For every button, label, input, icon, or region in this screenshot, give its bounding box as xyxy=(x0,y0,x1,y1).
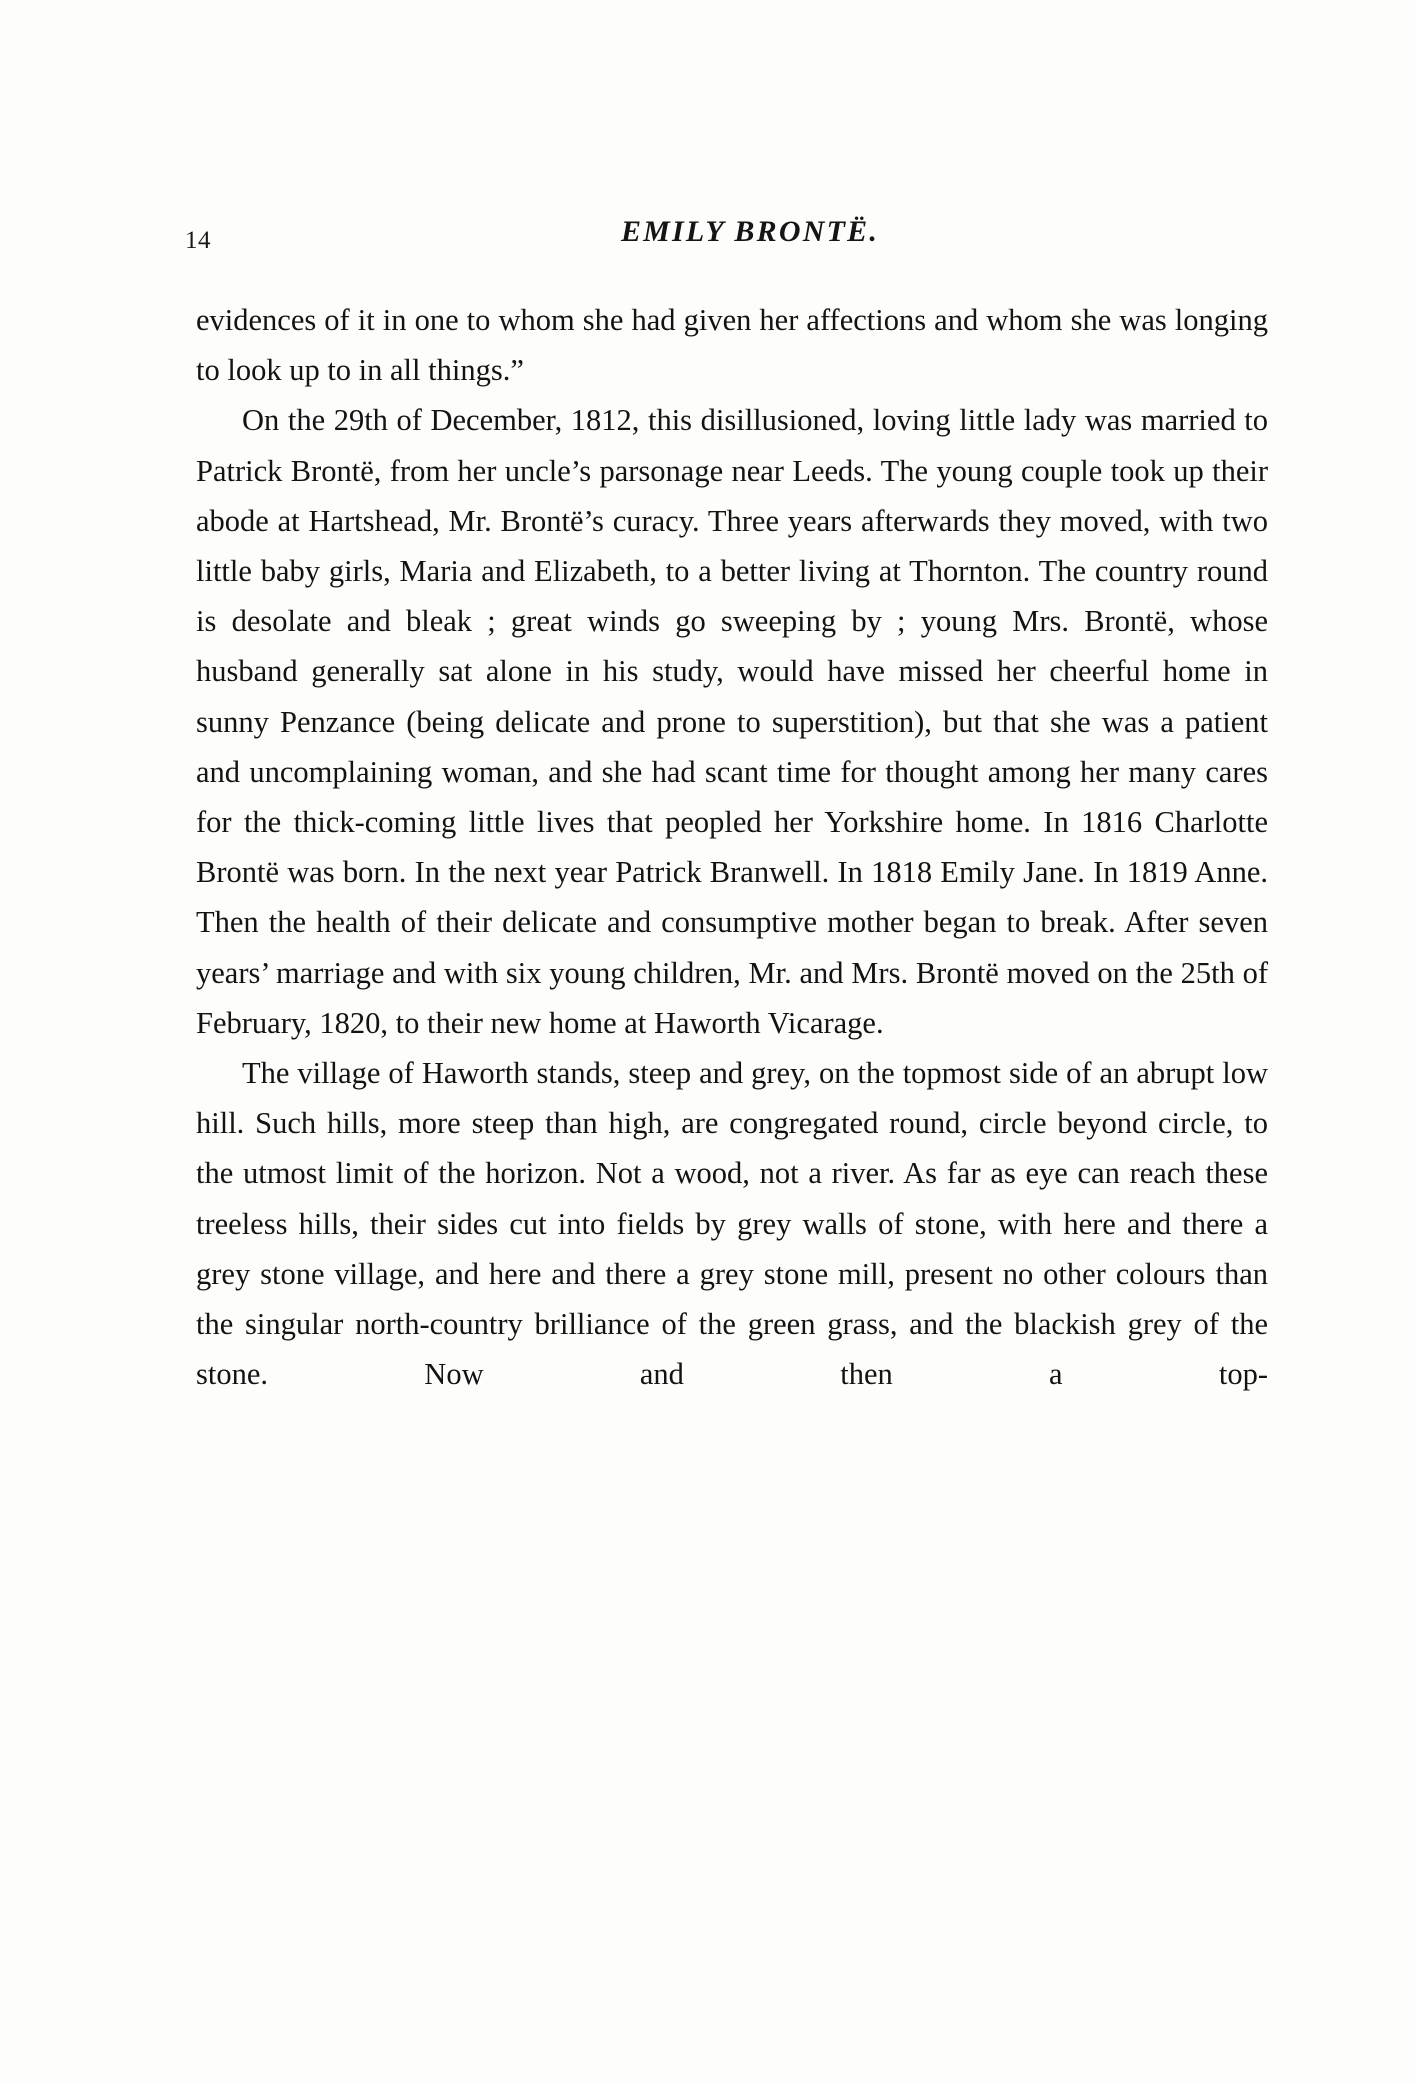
paragraph: On the 29th of December, 1812, this disillusioned, loving little lady was married to Patrick Brontë, from her uncle’s parsonage near Leeds. The young couple took up their abode at Hartshead, Mr. Brontë’s curacy. Three years afterwards they moved, with two little baby girls, Maria and Elizabeth, to a better living at Thornton. The country round is desolate and bleak ; great winds go sweeping by ; young Mrs. Brontë, whose husband generally sat alone in his study, would have missed her cheerful home in sunny Penzance (being delicate and prone to superstition), but that she was a patient and uncomplaining woman, and she had scant time for thought among her many cares for the thick-coming little lives that peopled her Yorkshire home. In 1816 Charlotte Brontë was born. In the next year Patrick Branwell. In 1818 Emily Jane. In 1819 Anne. Then the health of their delicate and consumptive mother began to break. After seven years’ marriage and with six young children, Mr. and Mrs. Brontë moved on the 25th of February, 1820, to their new home at Haworth Vicarage. xyxy=(196,403,1268,1040)
page-number: 14 xyxy=(185,227,211,254)
running-title: EMILY BRONTË. xyxy=(620,215,880,248)
paragraph: The village of Haworth stands, steep and grey, on the topmost side of an abrupt low hill. Such hills, more steep than high, are congregated round, circle beyond circle, to the utmost limit of the horizon. Not a wood, not a river. As far as eye can reach these treeless hills, their sides cut into fields by grey walls of stone, with here and there a grey stone village, and here and there a grey stone mill, present no other colours than the singular north-country brilliance of the green grass, and the blackish grey of the stone. Now and then a top- xyxy=(196,1056,1268,1392)
page-body xyxy=(196,295,1268,1450)
page-header xyxy=(185,215,1265,259)
paragraph: evidences of it in one to whom she had given her affections and whom she was longing to look up to in all things.” xyxy=(196,303,1268,388)
